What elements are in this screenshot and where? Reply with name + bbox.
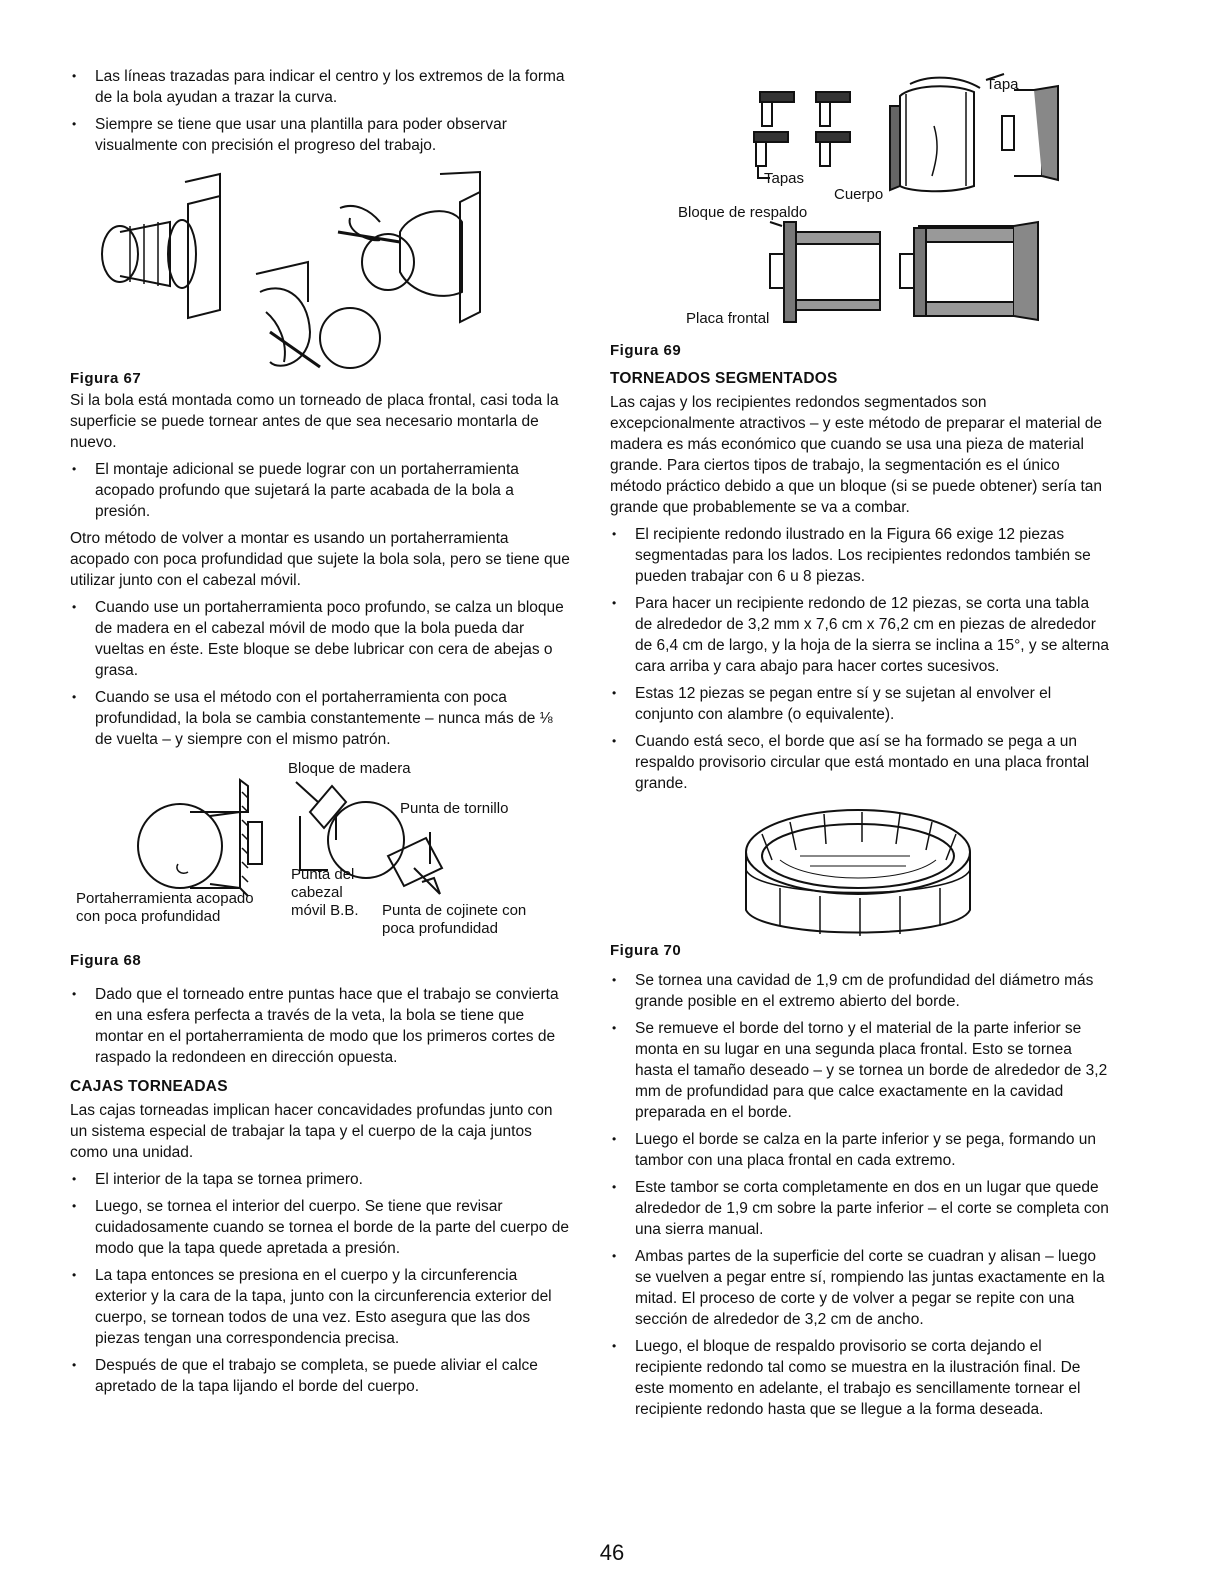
paragraph: Las cajas torneadas implican hacer concavidades profundas junto con un sistema especial de trabajar la tapa y el cuerpo de la caja juntos como una unidad. (70, 1102, 553, 1161)
figure-69-caption: Figura 69 (610, 342, 682, 359)
label-shallow-cup-2: con poca profundidad (76, 908, 221, 925)
list-item: • El interior de la tapa se tornea primero. (70, 1169, 570, 1190)
list-item: • Cuando está seco, el borde que así se ha formado se pega a un respaldo provisorio circular que está montado en una placa frontal grande. (610, 731, 1110, 794)
label-shallow-cup-1: Portaherramienta acopado (76, 890, 254, 907)
list-item: • Ambas partes de la superficie del corte se cuadran y alisan – luego se vuelven a pegar entre sí, rompiendo las juntas exactamente en la mitad. El proceso de corte y de volver a pegar se repite con una sección de alrededor de 3,2 cm de ancho. (610, 1246, 1110, 1330)
figure-67 (70, 162, 570, 390)
list-item: • Dado que el torneado entre puntas hace que el trabajo se convierta en una esfera perfecta a través de la veta, la bola se tiene que montar en el portaherramienta de modo que los primeros cortes de raspado la redondeen en dirección opuesta. (70, 984, 570, 1068)
label-tail-point-3: móvil B.B. (291, 902, 359, 919)
paragraph: Las cajas y los recipientes redondos segmentados son excepcionalmente atractivos – y este método de preparar el material de madera es más económico que cuando se usa una pieza de material grande. Para ciertos tipos de trabajo, la segmentación es el único método práctico debido a que un bloque (si se puede obtener) sería tan grande que probablemente se va a combar. (610, 394, 1103, 516)
bullet-list (610, 524, 1110, 794)
list-item: • La tapa entonces se presiona en el cuerpo y la circunferencia exterior y la cara de la tapa, junto con la circunferencia exterior del cuerpo, se tornean todos de una vez. Esto asegura que las dos piezas tengan una correspondencia precisa. (70, 1265, 570, 1349)
label-bearing-point-2: poca profundidad (382, 920, 498, 937)
paragraph: Si la bola está montada como un torneado de placa frontal, casi toda la superficie se puede tornear antes de que sea necesario montarla de nuevo. (70, 392, 559, 451)
list-item: • Para hacer un recipiente redondo de 12 piezas, se corta una tabla de alrededor de 3,2 mm x 7,6 cm x 76,2 cm en piezas de alrededor de 6,4 cm de largo, y la hoja de la sierra se inclina a 15°, y se alterna cara arriba y cara abajo para hacer cortes sucesivos. (610, 593, 1110, 677)
list-item: • Luego el borde se calza en la parte inferior y se pega, formando un tambor con una placa frontal en cada extremo. (610, 1129, 1110, 1171)
label-tapas: Tapas (764, 170, 805, 187)
list-item: • Después de que el trabajo se completa, se puede aliviar el calce apretado de la tapa lijando el borde del cuerpo. (70, 1355, 570, 1397)
list-item: • El recipiente redondo ilustrado en la Figura 66 exige 12 piezas segmentadas para los lados. Los recipientes redondos también se pueden trabajar con 6 u 8 piezas. (610, 524, 1110, 587)
paragraph: Otro método de volver a montar es usando un portaherramienta acopado con poca profundidad que sujete la bola sola, pero se tiene que utilizar junto con el cabezal móvil. (70, 530, 570, 589)
list-item: • Luego, se tornea el interior del cuerpo. Se tiene que revisar cuidadosamente cuando se tornea el borde de la parte del cuerpo de modo que la tapa quede apretada a presión. (70, 1196, 570, 1259)
section-heading-segmentados: TORNEADOS SEGMENTADOS (610, 370, 838, 387)
bullet-list (70, 459, 570, 522)
bullet-list (70, 984, 570, 1068)
label-wood-block: Bloque de madera (288, 760, 411, 777)
label-tail-point-2: cabezal (291, 884, 343, 901)
label-cuerpo: Cuerpo (834, 186, 884, 203)
label-screw-point: Punta de tornillo (400, 800, 509, 817)
list-item: • Se tornea una cavidad de 1,9 cm de profundidad del diámetro más grande posible en el extremo abierto del borde. (610, 970, 1110, 1012)
list-item: • Cuando se usa el método con el portaherramienta con poca profundidad, la bola se cambia constantemente – nunca más de ⅛ de vuelta – y siempre con el mismo patrón. (70, 687, 570, 750)
intro-bullet-list (70, 66, 570, 156)
list-item: • Estas 12 piezas se pegan entre sí y se sujetan al envolver el conjunto con alambre (o equivalente). (610, 683, 1110, 725)
label-bloque-respaldo: Bloque de respaldo (678, 204, 808, 221)
list-item: • Este tambor se corta completamente en dos en un lugar que quede alrededor de 1,9 cm sobre la parte inferior – el corte se completa con una sierra manual. (610, 1177, 1110, 1240)
figure-70 (610, 800, 1110, 960)
label-placa-frontal: Placa frontal (686, 310, 770, 327)
page-number: 46 (599, 1540, 625, 1565)
list-item: • Siempre se tiene que usar una plantilla para poder observar visualmente con precisión el progreso del trabajo. (70, 114, 570, 156)
bullet-list (70, 1169, 570, 1397)
left-column (70, 66, 570, 1403)
figure-68 (70, 756, 570, 984)
list-item: • Se remueve el borde del torno y el material de la parte inferior se monta en su lugar en una segunda placa frontal. Esto se tornea hasta el tamaño deseado – y se tornea un borde de alrededor de 3,2 mm de profundidad para que calce exactamente en la cavidad preparada en el borde. (610, 1018, 1110, 1123)
right-column (610, 366, 1110, 1426)
figure-67-caption: Figura 67 (70, 370, 142, 387)
list-item: • Las líneas trazadas para indicar el centro y los extremos de la forma de la bola ayudan a trazar la curva. (70, 66, 570, 108)
section-heading-cajas: CAJAS TORNEADAS (70, 1078, 228, 1095)
figure-67-illustration (70, 162, 570, 390)
bullet-list (70, 597, 570, 750)
list-item: • Luego, el bloque de respaldo provisorio se corta dejando el recipiente redondo tal como se muestra en la ilustración final. De este momento en adelante, el trabajo es sencillamente tornear el recipiente redondo hasta que se llegue a la forma deseada. (610, 1336, 1110, 1420)
label-tapa: Tapa (986, 76, 1019, 93)
figure-70-caption: Figura 70 (610, 942, 682, 959)
label-bearing-point-1: Punta de cojinete con (382, 902, 527, 919)
list-item: • Cuando use un portaherramienta poco profundo, se calza un bloque de madera en el cabezal móvil de modo que la bola pueda dar vueltas en éste. Este bloque se debe lubricar con cera de abejas o grasa. (70, 597, 570, 681)
figure-70-illustration (610, 800, 1110, 960)
label-tail-point-1: Punta del (291, 866, 355, 883)
bullet-list (610, 970, 1110, 1420)
figure-69 (610, 66, 1080, 362)
list-item: • El montaje adicional se puede lograr con un portaherramienta acopado profundo que sujetará la parte acabada de la bola a presión. (70, 459, 570, 522)
figure-68-caption: Figura 68 (70, 952, 142, 969)
